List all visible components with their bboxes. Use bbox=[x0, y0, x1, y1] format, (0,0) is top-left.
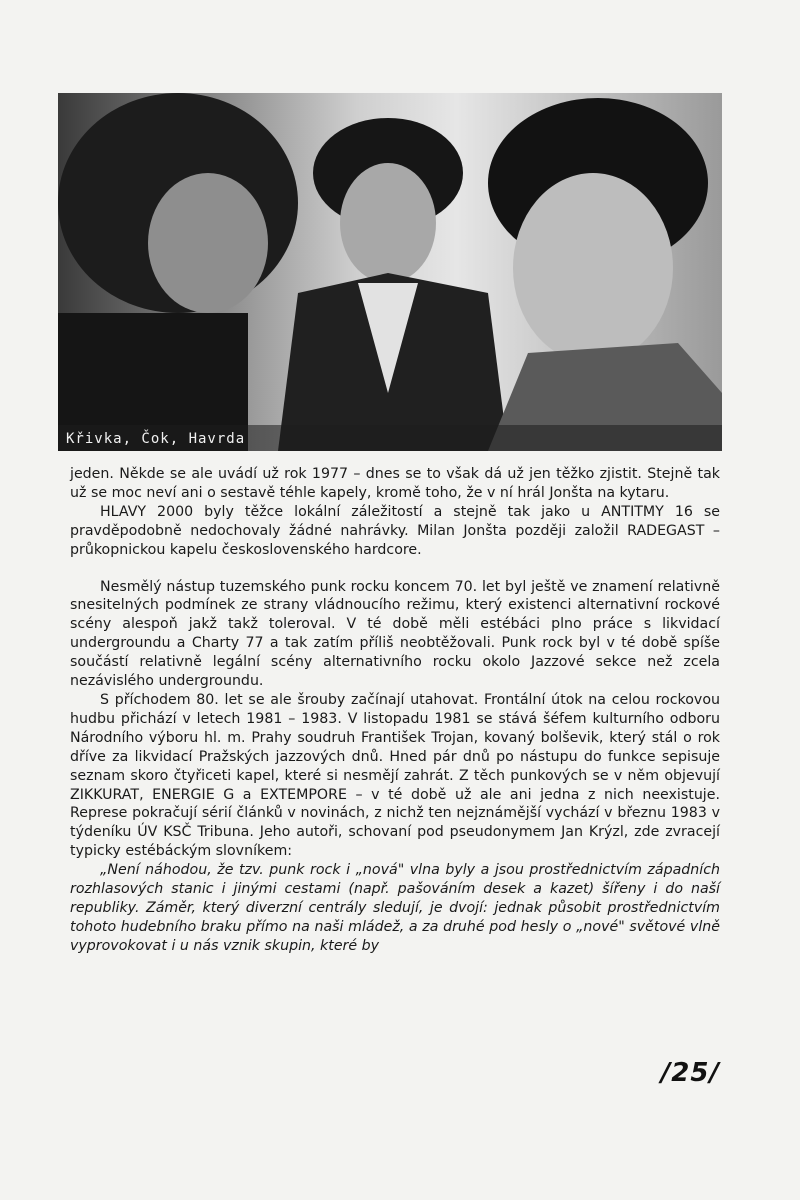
page-number: /25/ bbox=[660, 1058, 720, 1088]
paragraph: S příchodem 80. let se ale šrouby začínají utahovat. Frontální útok na celou rockovou hudbu přichází v letech 1981 – 1983. V listopadu 1981 se stává šéfem kulturního odboru Národního výboru hl. m. Prahy soudruh František Trojan, kovaný bolševik, který stál o rok dříve za likvidací Pražských jazzových dnů. Hned pár dnů po nástupu do funkce sepisuje seznam skoro čtyřiceti kapel, které si nesmějí zahrát. Z těch punkových se v něm objevují ZIKKURAT, ENERGIE G a EXTEMPORE – v té době už ale ani jedna z nich neexistuje. Represe pokračují sérií článků v novinách, z nichž ten nejznámější vychází v březnu 1983 v týdeníku ÚV KSČ Tribuna. Jeho autoři, schovaní pod pseudonymem Jan Krýzl, zde zvracejí typicky estébáckým slovníkem: bbox=[70, 691, 720, 860]
photo-image bbox=[58, 93, 722, 451]
paragraph: HLAVY 2000 byly těžce lokální záležitostí a stejně tak jako u ANTITMY 16 se pravděpodobně nedochovaly žádné nahrávky. Milan Jonšta později založil RADEGAST – průkopnickou kapelu československého hardcore. bbox=[70, 503, 720, 558]
paragraph: jeden. Někde se ale uvádí už rok 1977 – dnes se to však dá už jen těžko zjistit. Stejně tak už se moc neví ani o sestavě téhle kapely, kromě toho, že v ní hrál Jonšta na kytaru. bbox=[70, 466, 720, 501]
photo-caption: Křivka, Čok, Havrda bbox=[66, 431, 246, 447]
article-body bbox=[70, 465, 720, 956]
band-photo bbox=[58, 93, 722, 451]
paragraph: Nesmělý nástup tuzemského punk rocku koncem 70. let byl ještě ve znamení relativně snesitelných podmínek ze strany vládnoucího režimu, který existenci alternativní rockové scény alespoň jakž takž toleroval. V té době měli estébáci plno práce s likvidací undergroundu a Charty 77 a tak zatím příliš neobtěžovali. Punk rock byl v té době spíše součástí relativně legální scény alternativního rocku okolo Jazzové sekce než zcela nezávislého undergroundu. bbox=[70, 578, 720, 690]
quote-paragraph: „Není náhodou, že tzv. punk rock i „nová" vlna byly a jsou prostřednictvím západních rozhlasových stanic i jinými cestami (např. pašováním desek a kazet) šířeny i do naší republiky. Záměr, který diverzní centrály sledují, je dvojí: jednak působit prostřednictvím tohoto hudebního braku přímo na naši mládež, a za druhé pod hesly o „nové" světové vlně vyprovokovat i u nás vznik skupin, které by bbox=[70, 862, 720, 954]
